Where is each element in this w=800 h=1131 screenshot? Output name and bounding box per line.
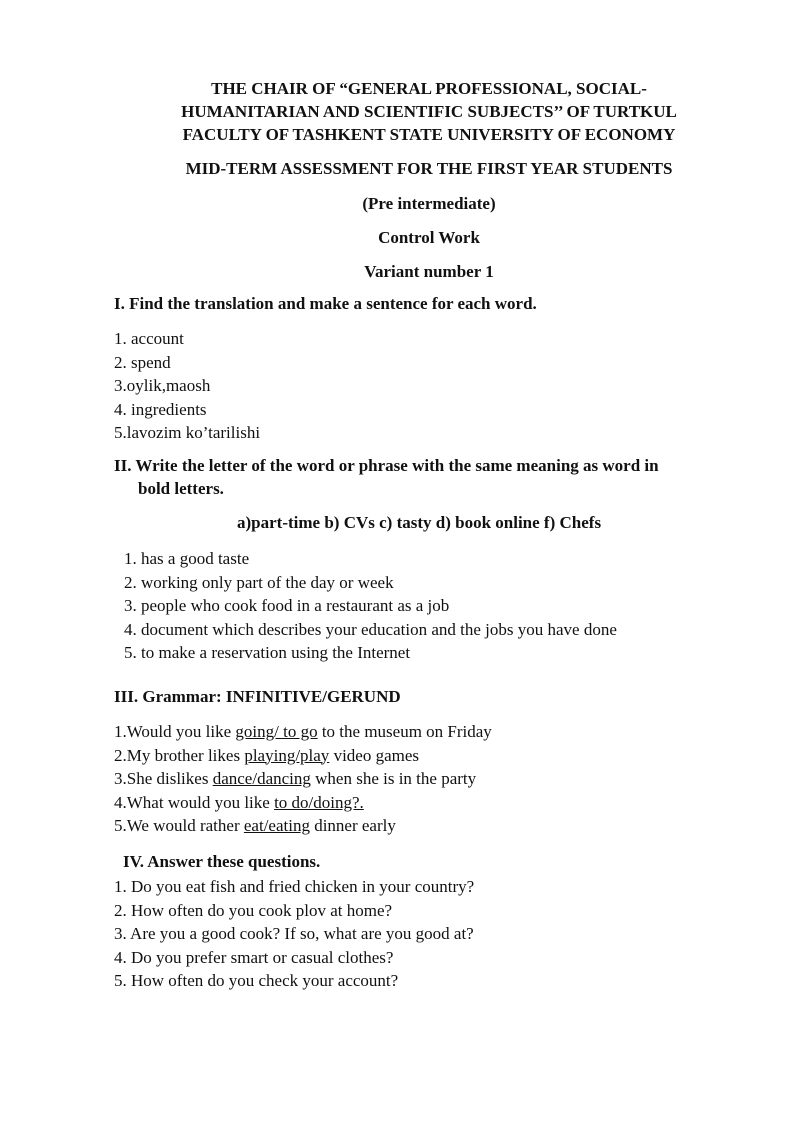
sentence-start: 1.Would you like (114, 722, 236, 741)
section-2-list (124, 547, 617, 665)
list-item: 2. How often do you cook plov at home? (114, 900, 393, 920)
sentence-start: 4.What would you like (114, 792, 275, 812)
list-item (114, 744, 492, 768)
section-2-title-line-1: II. Write the letter of the word or phrase with the same meaning as word in (114, 456, 659, 475)
list-item: 3.oylik,maosh (114, 376, 211, 395)
list-item: 4. ingredients (114, 399, 207, 419)
list-item: 5.lavozim ko’tarilishi (114, 423, 261, 442)
list-item: 2. working only part of the day or week (124, 572, 394, 592)
list-item: 1. has a good taste (124, 549, 250, 568)
header-line-3: FACULTY OF TASHKENT STATE UNIVERSITY OF ECONOMY (182, 125, 676, 144)
variant-label: Variant number 1 (364, 262, 494, 281)
section-3-list (114, 720, 492, 838)
sentence-end: video games (329, 745, 420, 765)
list-item: 1. Do you eat fish and fried chicken in your country? (114, 877, 475, 896)
list-item: 3. people who cook food in a restaurant as a job (124, 596, 450, 615)
control-work-label: Control Work (378, 228, 480, 247)
sentence-start: 2.My brother likes (114, 745, 245, 765)
list-item (114, 720, 492, 744)
assessment-title: MID-TERM ASSESSMENT FOR THE FIRST YEAR STUDENTS (185, 159, 673, 178)
answer-choice: going/ to go (235, 722, 318, 741)
answer-choice: eat/eating (243, 816, 310, 835)
section-2-title-line-2: bold letters. (138, 479, 224, 498)
header-line-1: THE CHAIR OF “GENERAL PROFESSIONAL, SOCIAL- (211, 79, 647, 98)
section-4-list (114, 875, 474, 993)
list-item (114, 791, 492, 815)
list-item: 3. Are you a good cook? If so, what are you good at? (114, 924, 474, 943)
list-item: 4. Do you prefer smart or casual clothes? (114, 947, 394, 967)
list-item (114, 814, 492, 838)
list-item: 1. account (114, 329, 184, 348)
sentence-end: dinner early (309, 816, 396, 835)
list-item: 4. document which describes your education and the jobs you have done (124, 619, 617, 639)
list-item: 5. to make a reservation using the Internet (124, 643, 411, 662)
sentence-start: 5.We would rather (114, 816, 244, 835)
answer-choice: dance/dancing (212, 769, 311, 788)
section-4-title: IV. Answer these questions. (123, 852, 321, 871)
list-item: 5. How often do you check your account? (114, 971, 399, 990)
section-3-title: III. Grammar: INFINITIVE/GERUND (114, 687, 401, 706)
sentence-end: to the museum on Friday (317, 722, 492, 741)
level-label: (Pre intermediate) (362, 194, 496, 213)
section-1-title: I. Find the translation and make a sentence for each word. (114, 294, 537, 313)
list-item (114, 767, 492, 791)
header-line-2: HUMANITARIAN AND SCIENTIFIC SUBJECTS’’ OF TURTKUL (181, 102, 677, 121)
sentence-end: when she is in the party (310, 769, 477, 788)
sentence-start: 3.She dislikes (114, 769, 213, 788)
section-1-list (114, 327, 260, 445)
list-item: 2. spend (114, 352, 171, 372)
section-2-options: a)part-time b) CVs c) tasty d) book online f) Chefs (237, 513, 602, 532)
answer-choice: playing/play (244, 745, 330, 765)
answer-choice: to do/doing?. (274, 792, 364, 812)
